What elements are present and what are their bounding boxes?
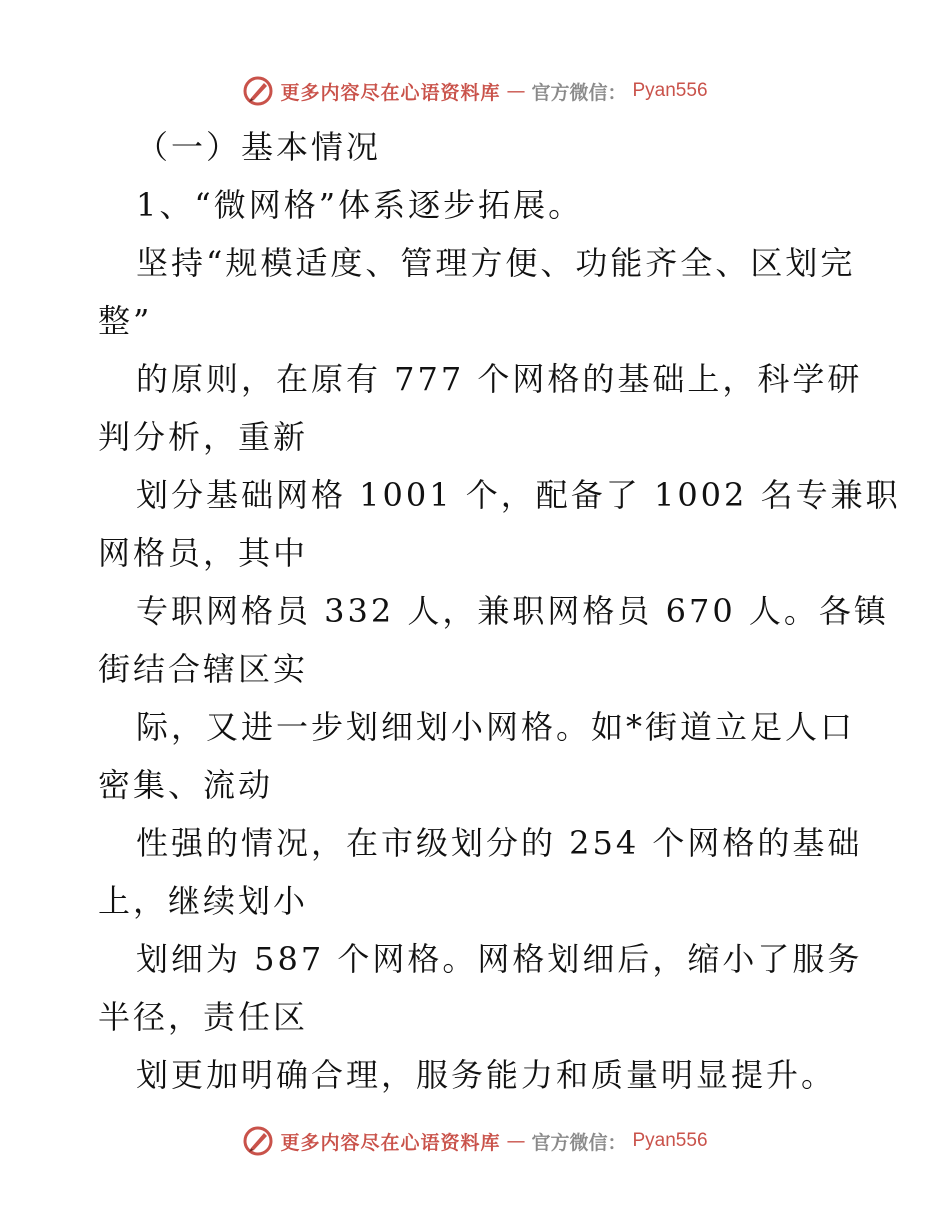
body-line: 划分基础网格 1001 个，配备了 1002 名专兼职 bbox=[136, 476, 901, 514]
footer-watermark bbox=[0, 1121, 950, 1161]
body-line: 性强的情况，在市级划分的 254 个网格的基础 bbox=[136, 824, 863, 862]
body-line: 的原则，在原有 777 个网格的基础上，科学研 bbox=[136, 360, 863, 398]
subheading: 1、“微网格”体系逐步拓展。 bbox=[136, 186, 584, 224]
body-line: 密集、流动 bbox=[98, 766, 274, 804]
body-line: 坚持“规模适度、管理方便、功能齐全、区划完 bbox=[136, 244, 856, 282]
watermark-label: 官方微信： bbox=[531, 81, 627, 104]
body-line: 划细为 587 个网格。网格划细后，缩小了服务 bbox=[136, 940, 863, 978]
watermark-wechat-id: Pyan556 bbox=[632, 1130, 708, 1151]
quill-pen-icon bbox=[242, 75, 274, 107]
watermark-text: 更多内容尽在心语资料库 bbox=[280, 1131, 501, 1154]
body-line: 专职网格员 332 人，兼职网格员 670 人。各镇 bbox=[136, 592, 889, 630]
watermark-label: 官方微信： bbox=[531, 1131, 627, 1154]
body-line: 整” bbox=[98, 302, 153, 340]
body-line: 划更加明确合理，服务能力和质量明显提升。 bbox=[136, 1056, 837, 1094]
body-line: 网格员，其中 bbox=[98, 534, 309, 572]
section-heading: （一）基本情况 bbox=[136, 128, 382, 166]
watermark-separator: — bbox=[506, 1130, 526, 1152]
watermark-separator: — bbox=[506, 80, 526, 102]
header-watermark bbox=[0, 71, 950, 111]
watermark-text: 更多内容尽在心语资料库 bbox=[280, 81, 501, 104]
body-line: 街结合辖区实 bbox=[98, 650, 309, 688]
body-line: 判分析，重新 bbox=[98, 418, 309, 456]
body-line: 上，继续划小 bbox=[98, 882, 309, 920]
body-line: 半径，责任区 bbox=[98, 998, 309, 1036]
quill-pen-icon bbox=[242, 1125, 274, 1157]
body-line: 际，又进一步划细划小网格。如*街道立足人口 bbox=[136, 708, 856, 746]
watermark-wechat-id: Pyan556 bbox=[632, 80, 708, 101]
document-body bbox=[98, 118, 901, 1104]
